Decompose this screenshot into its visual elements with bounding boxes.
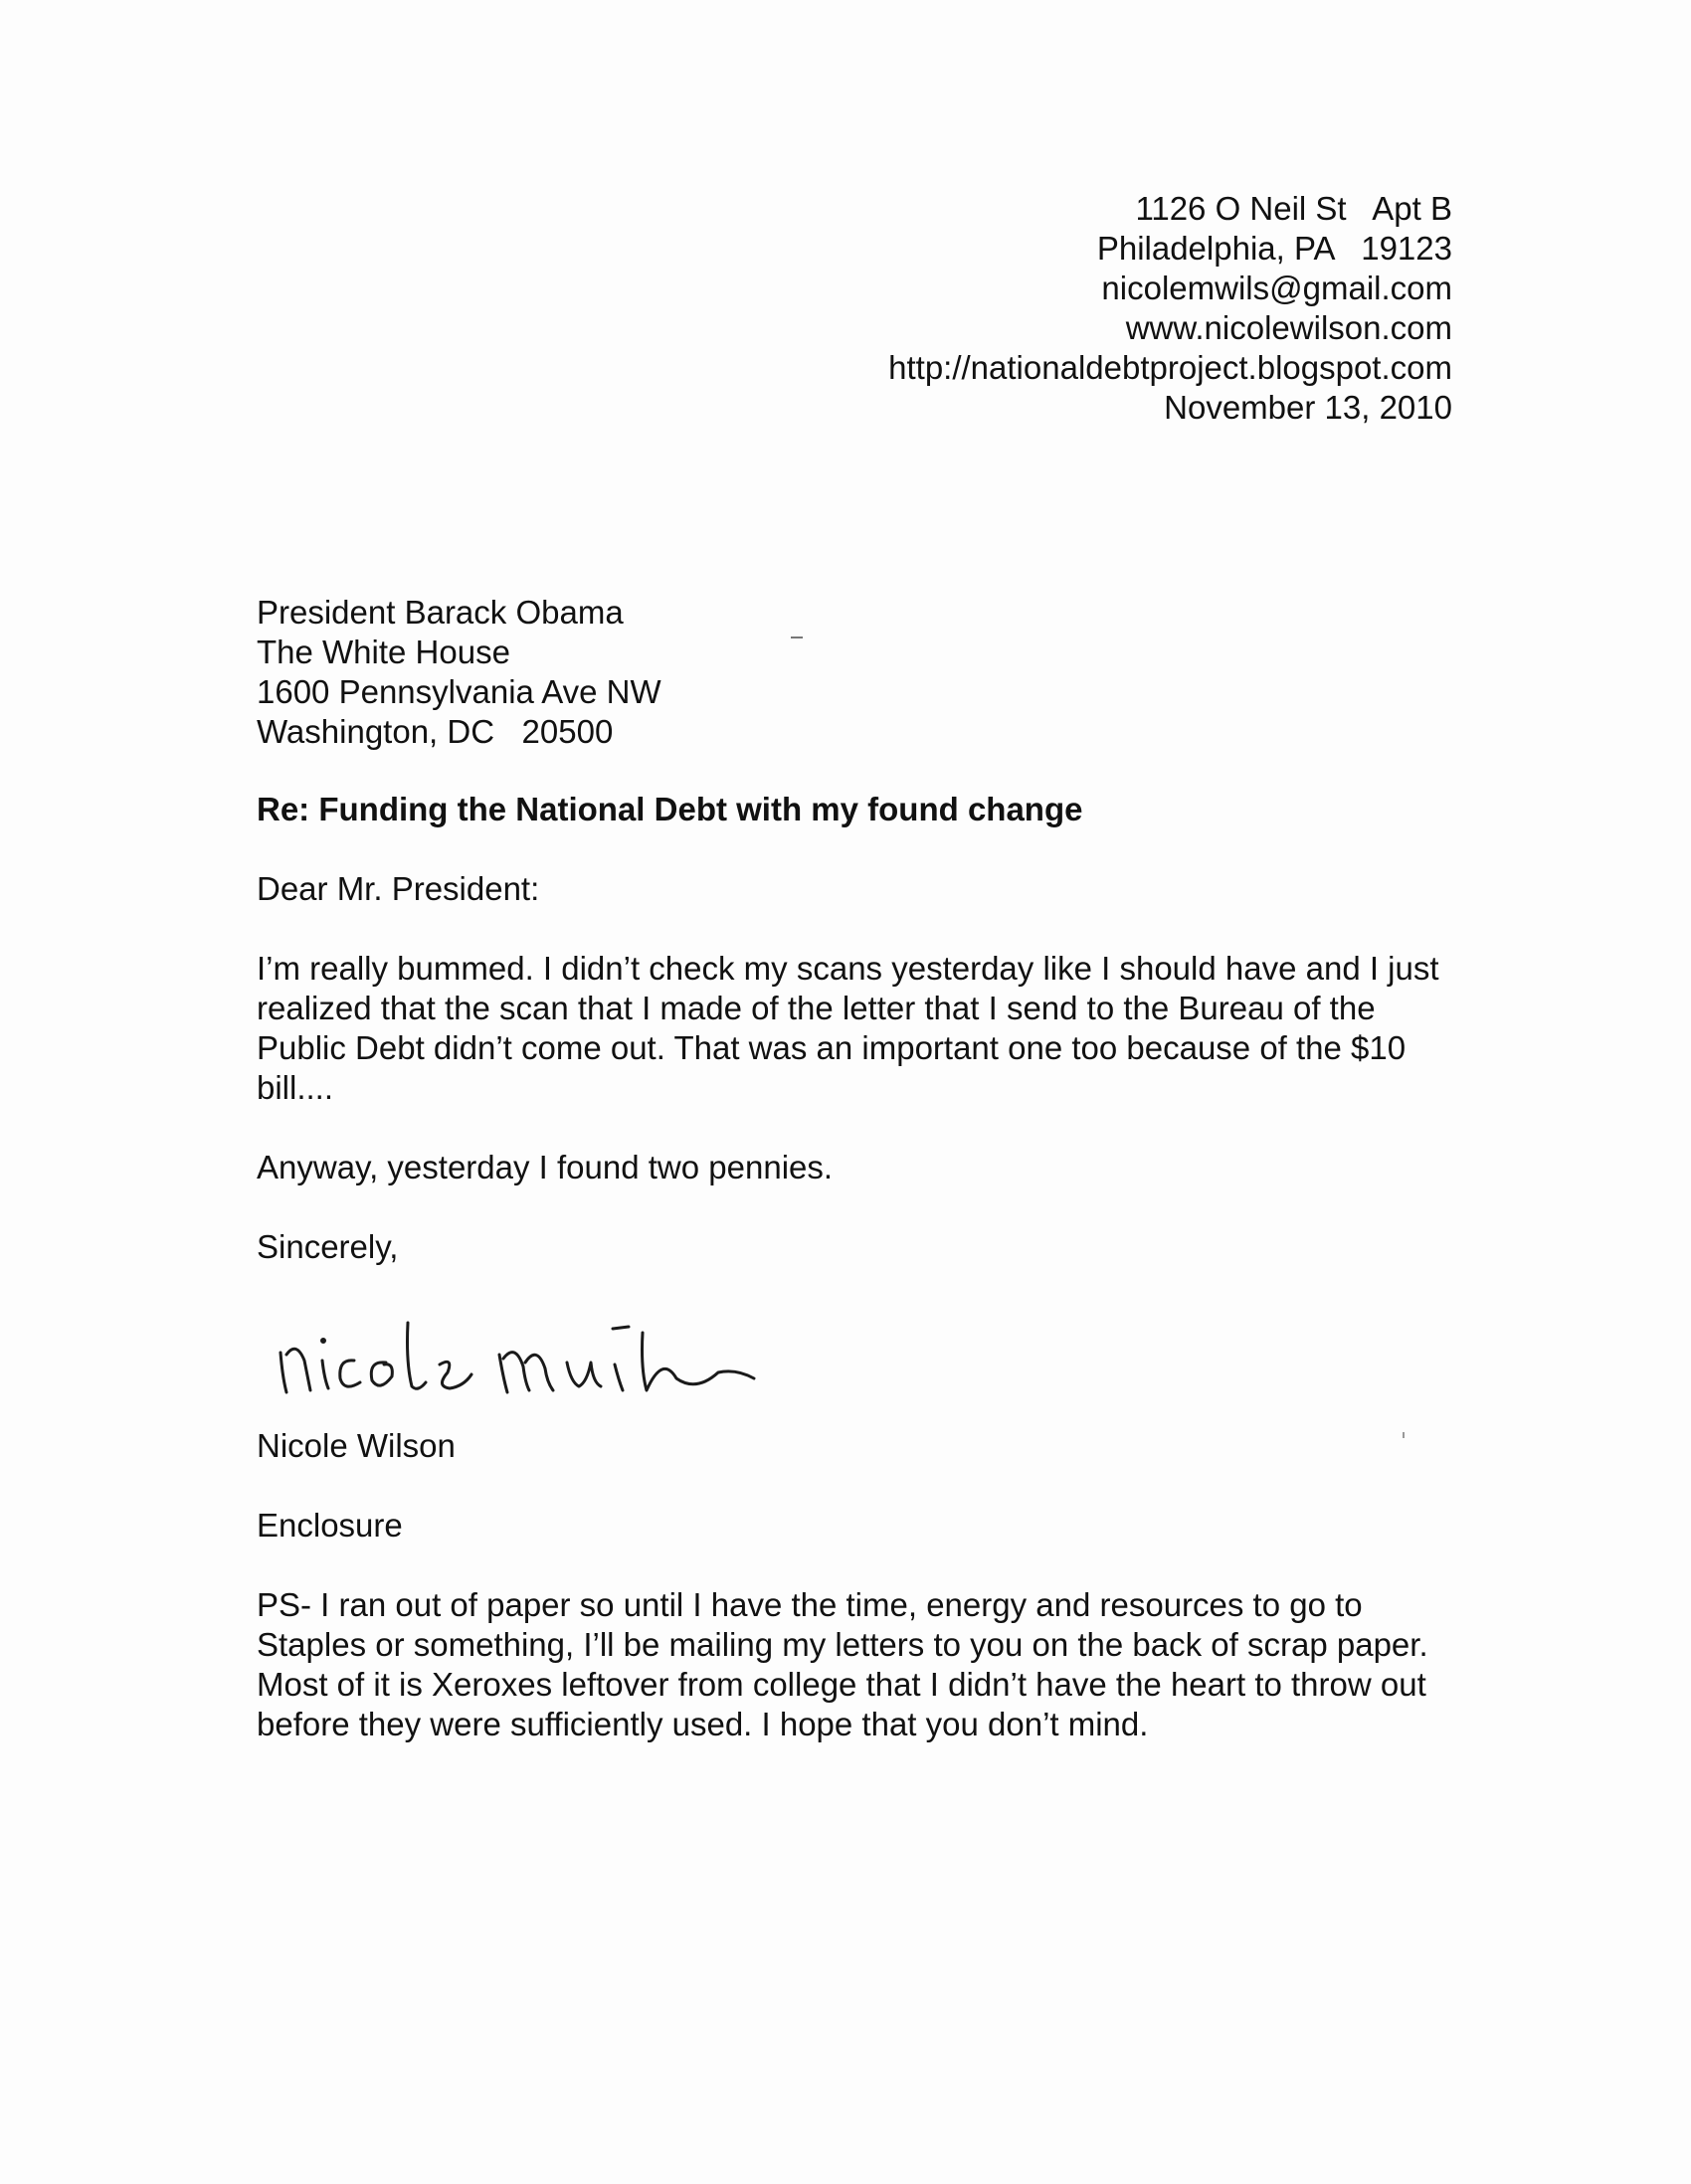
sender-blog: http://nationaldebtproject.blogspot.com xyxy=(888,349,1452,386)
enclosure-note: Enclosure xyxy=(257,1507,403,1544)
recipient-street: 1600 Pennsylvania Ave NW xyxy=(257,673,661,710)
handwritten-signature xyxy=(269,1283,766,1412)
recipient-org: The White House xyxy=(257,634,510,670)
recipient-name: President Barack Obama xyxy=(257,594,624,631)
closing: Sincerely, xyxy=(257,1228,399,1265)
sender-website: www.nicolewilson.com xyxy=(1125,309,1452,346)
subject-line: Re: Funding the National Debt with my found change xyxy=(257,791,1083,827)
recipient-city: Washington, DC 20500 xyxy=(257,713,614,750)
signer-name: Nicole Wilson xyxy=(257,1427,456,1464)
sender-street: 1126 O Neil St Apt B xyxy=(1135,190,1452,227)
recipient-address-block xyxy=(257,593,661,752)
sender-email: nicolemwils@gmail.com xyxy=(1101,270,1452,306)
salutation: Dear Mr. President: xyxy=(257,870,540,907)
postscript: PS- I ran out of paper so until I have the time, energy and resources to go to Staples or something, I’ll be mailing my letters to you on the back of scrap paper. Most of it is Xeroxes leftover from college that I didn’t have the heart to throw out before they were sufficiently used. I hope that you don’t mind. xyxy=(257,1586,1428,1742)
sender-address-block xyxy=(888,189,1452,428)
letter-date: November 13, 2010 xyxy=(1164,389,1452,426)
body-paragraph-1: I’m really bummed. I didn’t check my scans yesterday like I should have and I just realized that the scan that I made of the letter that I send to the Bureau of the Public Debt didn’t come out. That was an important one too because of the $10 bill.... xyxy=(257,950,1439,1106)
scan-speck xyxy=(791,637,803,638)
sender-city: Philadelphia, PA 19123 xyxy=(1096,230,1452,267)
scan-speck xyxy=(1403,1432,1405,1438)
body-paragraph-2: Anyway, yesterday I found two pennies. xyxy=(257,1149,834,1185)
